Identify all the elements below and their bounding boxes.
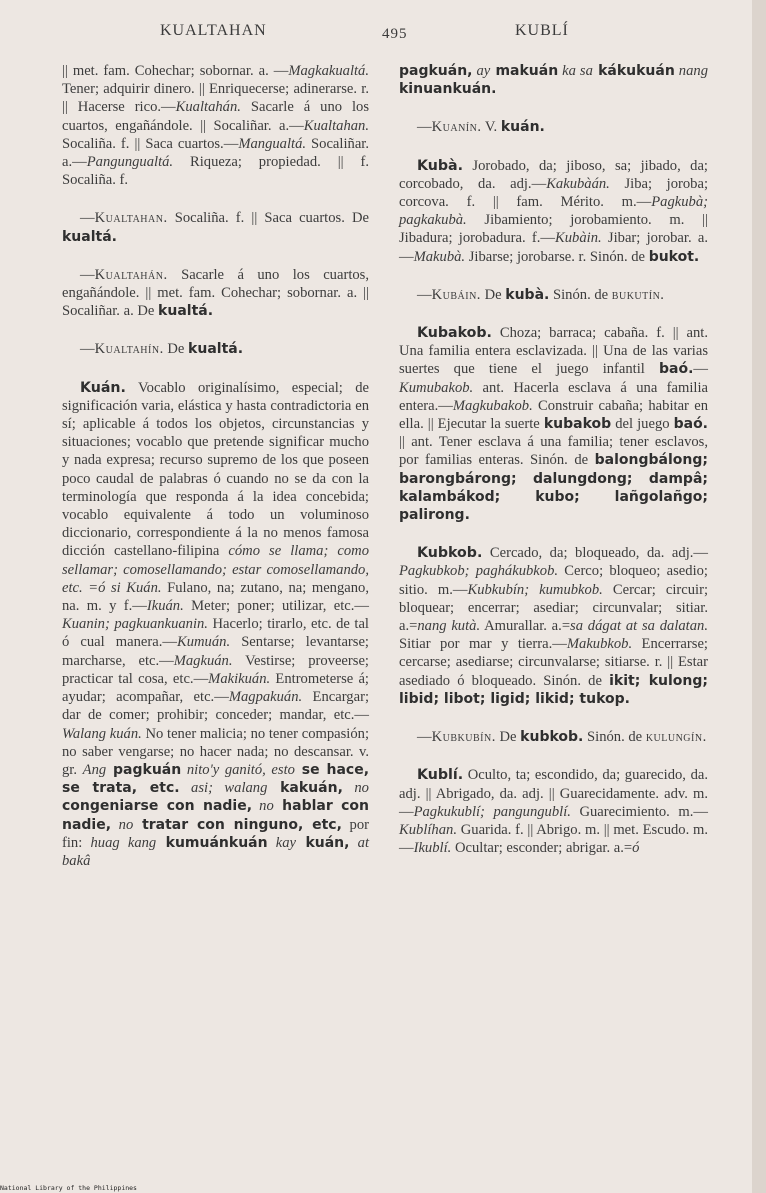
library-credit: National Library of the Philippines xyxy=(0,1184,137,1192)
page-edge-shadow xyxy=(752,0,766,1193)
entry-kubain: —Kubáin. De kubà. Sinón. de bukutín. xyxy=(417,286,665,303)
running-header xyxy=(0,18,766,48)
headword: Kubkob. xyxy=(417,545,483,562)
right-column xyxy=(399,62,708,877)
left-column xyxy=(62,62,369,890)
entry-kualtahan-acute: —Kualtahán. Sacarle á uno los cuartos, engañándole. || met. fam. Cohechar; sobornar. a. || Socaliñar. a. De kualtá. xyxy=(62,266,369,320)
entry-kualta-continued: || met. fam. Cohechar; sobornar. a. —Magkakualtá. Tener; adquirir dinero. || Enriquecerse; adinerarse. r. || Hacerse rico.—Kualtahán. Sacarle á uno los cuartos, engañándole. || Socaliñar. a.—Kualtahan. Socaliña. f. || Saca cuartos.—Mangualtá. Socaliñar. a.—Pangungualtá. Riqueza; propiedad. || f. Socaliña. f. xyxy=(62,63,370,189)
entry-kuan: Kuán. Vocablo originalísimo, especial; de significación varia, elástica y hasta contradictoria en sí; aplicable á todos los objetos, circunstancias y situaciones; vocablo que pretende significar mucho y nada expresa; recurso supremo de los que poseen poco caudal de palabras ó cuando no se da con la terminología que responda á la idea concebida; vocablo equivalente á todo un voluminoso diccionario, correspondiente á la no menos famosa dicción castellano-filipina cómo se llama; como sellamar; comosellamando; estar comosellamando, etc. =ó si Kuán. Fulano, na; zutano, na; mengano, na. m. y f.—Ikuán. Meter; poner; utilizar, etc.—Kuanin; pagkuankuanin. Hacerlo; tirarlo, etc. de tal ó cual manera.—Kumuán. Sentarse; levantarse; marcharse, etc.—Magkuán. Vestirse; proveerse; practicar tal cosa, etc.—Makikuán. Entrometerse á; ayudar; acompañar, etc.—Magpakuán. Encargar; dar de comer; prohibir; conceder; mandar, etc.—Walang kuán. No tener malicia; no tener compasión; no saber vengarse; no hacer nada; no descansar. v. gr. Ang pagkuán nito'y ganitó, esto se hace, se trata, etc. asi; walang kakuán, no congeniarse con nadie, no hablar con nadie, no tratar con ninguno, etc, por fin: huag kang kumuánkuán kay kuán, at bakâ xyxy=(62,379,370,869)
entry-kuanin: —Kuanín. V. kuán. xyxy=(417,119,545,136)
headword: Kublí. xyxy=(417,767,464,784)
headword: Kuán. xyxy=(80,379,126,396)
entry-kubli: Kublí. Oculto, ta; escondido, da; guarecido, da. adj. || Abrigado, da. adj. || Guarecidamente. adv. m.—Pagkukublí; pangungublí. Guarecimiento. m.—Kublíhan. Guarida. f. || Abrigo. m. || met. Escudo. m.—Ikublí. Ocultar; esconder; abrigar. a.=ó xyxy=(399,767,708,857)
entry-kuan-continued: pagkuán, ay makuán ka sa kákukuán nang kinuankuán. xyxy=(399,63,708,98)
entry-kualtahan: —Kualtahan. Socaliña. f. || Saca cuartos. De kualtá. xyxy=(62,210,369,245)
entry-kuba: Kubà. Jorobado, da; jiboso, sa; jibado, da; corcobado, da. adj.—Kakubàán. Jiba; joroba; corcova. f. || fam. Mérito. m.—Pagkubà; pagkakubà. Jibamiento; jorobamiento. m. || Jibadura; jorobadura. f.—Kubàin. Jibar; jorobar. a.—Makubà. Jibarse; jorobarse. r. Sinón. de bukot. xyxy=(399,157,709,265)
headword: Kubakob. xyxy=(417,325,492,342)
entry-kubkubin: —Kubkubín. De kubkob. Sinón. de kulungín. xyxy=(417,729,707,746)
headword: Kubà. xyxy=(417,157,463,174)
header-left-guideword: KUALTAHAN xyxy=(160,22,267,39)
page-number: 495 xyxy=(382,26,408,42)
entry-kubkob: Kubkob. Cercado, da; bloqueado, da. adj.—Pagkubkob; paghákubkob. Cerco; bloqueo; asedio; sitio. m.—Kubkubín; kumubkob. Cercar; circuir; bloquear; encerrar; asediar; circunvalar; sitiar. a.=nang kutà. Amurallar. a.=sa dágat at sa dalatan. Sitiar por mar y tierra.—Makubkob. Encerrarse; cercarse; asediarse; circunvalarse; sitiarse. r. || Estar asediado ó bloqueado. Sinón. de ikit; kulong; libid; libot; ligid; likid; tukop. xyxy=(399,545,709,707)
entry-kubakob: Kubakob. Choza; barraca; cabaña. f. || ant. Una familia entera esclavizada. || Una de las varias suertes que tiene el juego infantil baó.—Kumubakob. ant. Hacerla esclava á una familia entera.—Magkubakob. Construir cabaña; habitar en ella. || Ejecutar la suerte kubakob del juego baó. || ant. Tener esclava á una familia; tener esclavos, por familias enteras. Sinón. de balongbálong; barongbárong; dalungdong; dampâ; kalambákod; kubo; lañgolañgo; palirong. xyxy=(399,325,708,524)
entry-kualtahin: —Kualtahín. De kualtá. xyxy=(80,341,244,358)
header-right-guideword: KUBLÍ xyxy=(515,22,569,39)
